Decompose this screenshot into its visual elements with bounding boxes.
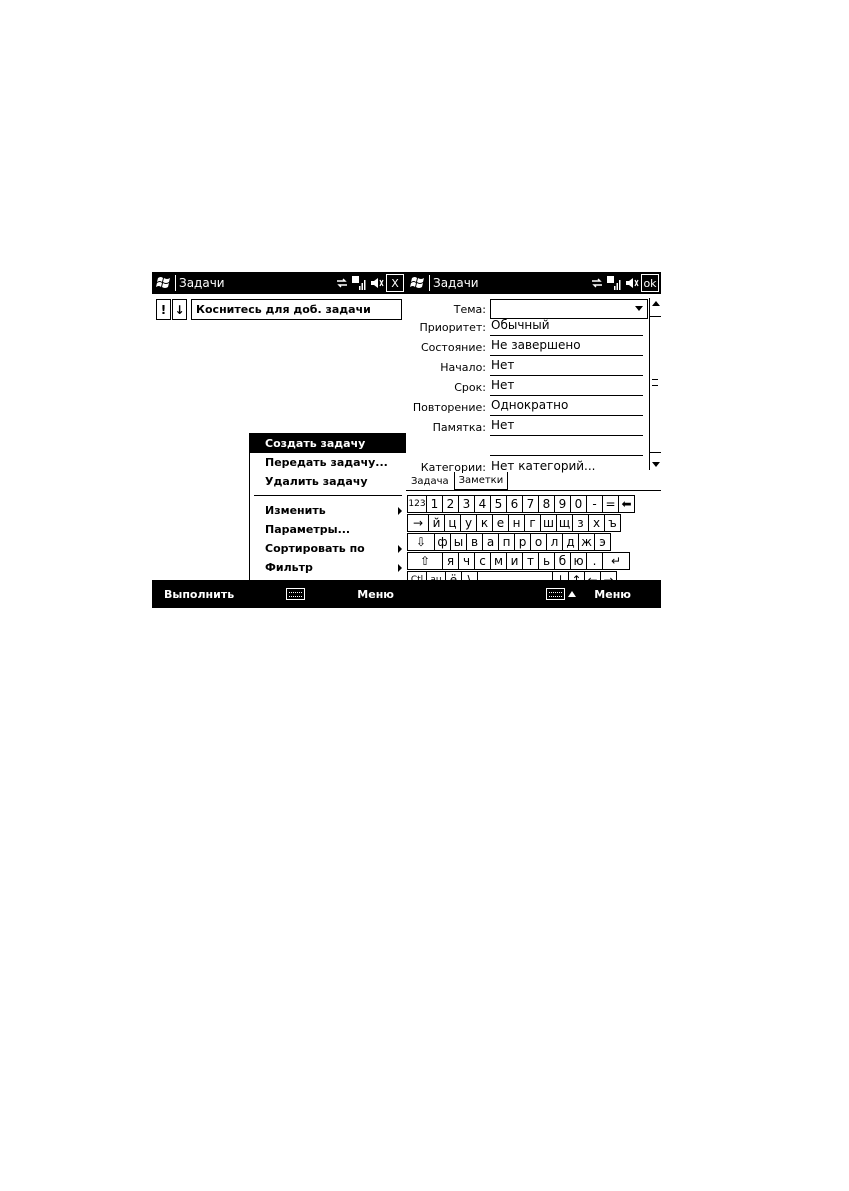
key[interactable]: ч (458, 552, 475, 570)
softkey-bar (152, 580, 406, 608)
softkey-menu[interactable]: Меню (594, 587, 631, 601)
key[interactable]: в (466, 533, 483, 551)
start-row (406, 356, 644, 376)
key[interactable]: о (530, 533, 547, 551)
caps-key[interactable]: ⇩ (407, 533, 435, 551)
shift-key[interactable]: ⇧ (407, 552, 443, 570)
key[interactable]: х (588, 514, 605, 532)
key[interactable]: 4 (474, 495, 491, 513)
scroll-up-icon[interactable] (652, 301, 660, 306)
key[interactable]: 3 (458, 495, 475, 513)
reminder-field[interactable]: Нет (490, 417, 643, 436)
scroll-down-icon[interactable] (652, 462, 660, 467)
categories-field[interactable]: Нет категорий... (491, 459, 596, 473)
high-priority-icon[interactable]: ! (156, 299, 171, 320)
connectivity-icon[interactable] (336, 277, 348, 289)
reminder-row (406, 416, 644, 436)
close-button[interactable]: X (386, 274, 404, 292)
submenu-arrow-icon (398, 545, 402, 553)
key[interactable]: д (562, 533, 579, 551)
reminder-extra-row (406, 436, 644, 456)
task-edit-screen (406, 272, 661, 608)
key[interactable]: 9 (554, 495, 571, 513)
softkey-menu[interactable]: Меню (357, 587, 394, 601)
volume-icon[interactable] (370, 277, 384, 289)
submenu-arrow-icon (398, 564, 402, 572)
priority-row (406, 316, 644, 336)
menu-item-delete-task[interactable]: Удалить задачу (265, 475, 368, 488)
start-label: Начало: (440, 361, 486, 374)
menu-item-filter[interactable]: Фильтр (250, 558, 406, 577)
softkey-bar (406, 580, 661, 608)
status-field[interactable]: Не завершено (490, 337, 643, 356)
priority-label: Приоритет: (419, 321, 486, 334)
key[interactable]: . (586, 552, 603, 570)
ok-button[interactable]: ok (641, 274, 659, 292)
keyboard-row-4 (407, 552, 660, 571)
key[interactable]: ъ (604, 514, 621, 532)
key[interactable]: ш (540, 514, 557, 532)
recurrence-row (406, 396, 644, 416)
key[interactable]: р (514, 533, 531, 551)
key[interactable]: е (492, 514, 509, 532)
context-menu (249, 433, 406, 581)
due-label: Срок: (454, 381, 486, 394)
key[interactable]: м (490, 552, 507, 570)
window-title: Задачи (175, 275, 225, 291)
volume-icon[interactable] (625, 277, 639, 289)
backspace-key[interactable]: ⬅ (618, 495, 635, 513)
key[interactable]: т (522, 552, 539, 570)
key[interactable]: 5 (490, 495, 507, 513)
start-field[interactable]: Нет (490, 357, 643, 376)
keyboard-row-2 (407, 514, 660, 533)
window-title: Задачи (429, 275, 479, 291)
signal-strength-icon[interactable] (352, 276, 366, 290)
enter-key[interactable]: ↵ (602, 552, 630, 570)
key[interactable]: 7 (522, 495, 539, 513)
reminder-extra-field[interactable] (490, 437, 643, 456)
add-task-input[interactable]: Коснитесь для доб. задачи (191, 299, 402, 320)
grip-icon (652, 379, 658, 386)
key[interactable]: я (442, 552, 459, 570)
key[interactable]: ж (578, 533, 595, 551)
windows-start-icon[interactable] (155, 274, 173, 292)
key[interactable]: й (428, 514, 445, 532)
recurrence-field[interactable]: Однократно (490, 397, 643, 416)
key[interactable]: з (572, 514, 589, 532)
input-panel-toggle[interactable] (546, 588, 576, 600)
categories-label: Категории: (420, 461, 486, 474)
key-123[interactable]: 123 (407, 495, 427, 513)
keyboard-icon[interactable] (546, 588, 565, 600)
key[interactable]: щ (556, 514, 573, 532)
tasks-list-screen (152, 272, 406, 608)
key[interactable]: а (482, 533, 499, 551)
windows-start-icon[interactable] (409, 274, 427, 292)
key[interactable]: - (586, 495, 603, 513)
key[interactable]: 0 (570, 495, 587, 513)
key[interactable]: ы (450, 533, 467, 551)
key[interactable]: с (474, 552, 491, 570)
add-task-row (156, 299, 402, 320)
key[interactable]: э (594, 533, 611, 551)
key[interactable]: 6 (506, 495, 523, 513)
key[interactable]: ф (434, 533, 451, 551)
recurrence-label: Повторение: (412, 401, 486, 414)
menu-item-send-task[interactable]: Передать задачу... (265, 456, 388, 469)
key[interactable]: и (506, 552, 523, 570)
keyboard-row-3 (407, 533, 660, 552)
soft-keyboard (407, 495, 660, 590)
tab-strip (406, 472, 508, 490)
due-row (406, 376, 644, 396)
key[interactable]: п (498, 533, 515, 551)
status-row (406, 336, 644, 356)
menu-item-sort-by[interactable]: Сортировать по (250, 539, 406, 558)
key[interactable]: н (508, 514, 525, 532)
menu-separator (254, 495, 402, 496)
key[interactable]: = (602, 495, 619, 513)
dropdown-arrow-icon[interactable] (635, 306, 643, 311)
key[interactable]: ю (570, 552, 587, 570)
due-field[interactable]: Нет (490, 377, 643, 396)
signal-strength-icon[interactable] (607, 276, 621, 290)
subject-label: Тема: (453, 303, 486, 316)
menu-item-options[interactable]: Параметры... (265, 523, 351, 536)
tab-key[interactable]: → (407, 514, 429, 532)
caret-up-icon[interactable] (568, 591, 576, 597)
key[interactable]: к (476, 514, 493, 532)
key[interactable]: г (524, 514, 541, 532)
menu-item-edit[interactable]: Изменить (250, 501, 406, 520)
key[interactable]: 2 (442, 495, 459, 513)
reminder-label: Памятка: (432, 421, 486, 434)
keyboard-row-1 (407, 495, 660, 514)
low-priority-icon[interactable]: ↓ (172, 299, 187, 320)
connectivity-icon[interactable] (591, 277, 603, 289)
keyboard-icon[interactable] (286, 588, 305, 600)
tab-divider (406, 490, 661, 491)
title-bar (152, 272, 406, 294)
title-bar (406, 272, 661, 294)
key[interactable]: ь (538, 552, 555, 570)
status-label: Состояние: (420, 341, 486, 354)
submenu-arrow-icon (398, 507, 402, 515)
key[interactable]: у (460, 514, 477, 532)
scroll-thumb[interactable] (649, 316, 661, 453)
vertical-scrollbar[interactable] (649, 298, 661, 470)
tab-task[interactable]: Задача (411, 476, 449, 487)
priority-field[interactable]: Обычный (490, 317, 643, 336)
key[interactable]: 1 (426, 495, 443, 513)
key[interactable]: 8 (538, 495, 555, 513)
tab-notes[interactable]: Заметки (454, 472, 509, 490)
key[interactable]: ц (444, 514, 461, 532)
key[interactable]: л (546, 533, 563, 551)
key[interactable]: б (554, 552, 571, 570)
softkey-complete[interactable]: Выполнить (164, 587, 235, 601)
menu-item-create-task[interactable]: Создать задачу (250, 434, 406, 453)
